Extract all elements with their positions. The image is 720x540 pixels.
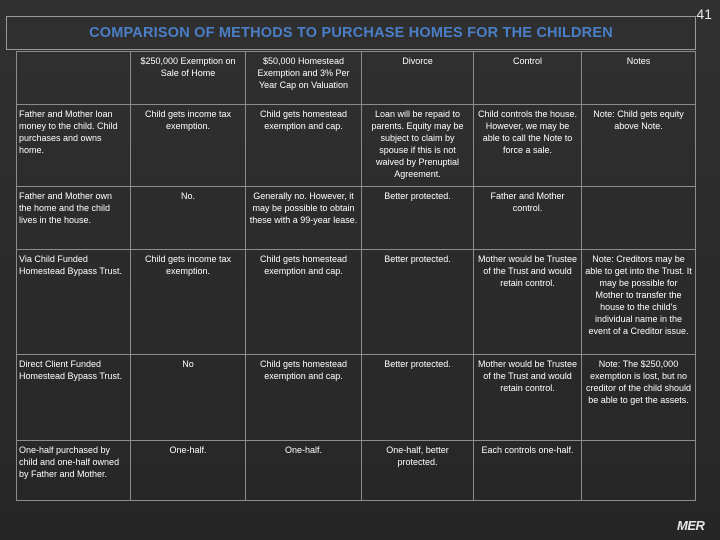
table-cell: One-half. bbox=[246, 441, 362, 501]
table-cell: Child gets homestead exemption and cap. bbox=[246, 355, 362, 441]
table-cell: Child gets income tax exemption. bbox=[131, 250, 246, 355]
table-cell: Mother would be Trustee of the Trust and would retain control. bbox=[474, 250, 582, 355]
table-row bbox=[17, 355, 696, 441]
table-cell: No. bbox=[131, 187, 246, 250]
table-cell: Loan will be repaid to parents. Equity may be subject to claim by spouse if this is not waived by Prenuptial Agreement. bbox=[362, 105, 474, 187]
table-row bbox=[17, 441, 696, 501]
header-cell-notes: Notes bbox=[582, 52, 696, 105]
header-cell-blank bbox=[17, 52, 131, 105]
table-cell: Child gets homestead exemption and cap. bbox=[246, 250, 362, 355]
header-cell-divorce: Divorce bbox=[362, 52, 474, 105]
table-cell: Mother would be Trustee of the Trust and would retain control. bbox=[474, 355, 582, 441]
table-cell: Note: Creditors may be able to get into the Trust. It may be possible for Mother to transfer the house to the child's individual name in the event of a Creditor issue. bbox=[582, 250, 696, 355]
table-cell: Child gets homestead exemption and cap. bbox=[246, 105, 362, 187]
header-cell-control: Control bbox=[474, 52, 582, 105]
logo-text: MER bbox=[677, 518, 705, 533]
table-cell: One-half, better protected. bbox=[362, 441, 474, 501]
table-cell: Note: Child gets equity above Note. bbox=[582, 105, 696, 187]
table-cell bbox=[582, 441, 696, 501]
table-cell bbox=[582, 187, 696, 250]
table-cell: Note: The $250,000 exemption is lost, but no creditor of the child should be able to get the assets. bbox=[582, 355, 696, 441]
table-row bbox=[17, 105, 696, 187]
row-label: Father and Mother own the home and the child lives in the house. bbox=[17, 187, 131, 250]
row-label: One-half purchased by child and one-half owned by Father and Mother. bbox=[17, 441, 131, 501]
row-label: Father and Mother loan money to the child. Child purchases and owns home. bbox=[17, 105, 131, 187]
table-cell: Better protected. bbox=[362, 187, 474, 250]
table-row bbox=[17, 250, 696, 355]
table-cell: Father and Mother control. bbox=[474, 187, 582, 250]
row-label: Via Child Funded Homestead Bypass Trust. bbox=[17, 250, 131, 355]
row-label: Direct Client Funded Homestead Bypass Trust. bbox=[17, 355, 131, 441]
comparison-table bbox=[16, 51, 696, 501]
table-row bbox=[17, 187, 696, 250]
table-cell: Better protected. bbox=[362, 250, 474, 355]
title-box bbox=[6, 16, 696, 50]
slide-number: 41 bbox=[696, 6, 712, 22]
slide-title: COMPARISON OF METHODS TO PURCHASE HOMES FOR THE CHILDREN bbox=[89, 25, 613, 41]
table-header-row bbox=[17, 52, 696, 105]
table-cell: Generally no. However, it may be possible to obtain these with a 99-year lease. bbox=[246, 187, 362, 250]
table-cell: One-half. bbox=[131, 441, 246, 501]
header-cell-exemption: $250,000 Exemption on Sale of Home bbox=[131, 52, 246, 105]
table-cell: No bbox=[131, 355, 246, 441]
header-cell-homestead: $50,000 Homestead Exemption and 3% Per Year Cap on Valuation bbox=[246, 52, 362, 105]
mer-logo bbox=[677, 517, 711, 531]
table-cell: Child controls the house. However, we may be able to call the Note to force a sale. bbox=[474, 105, 582, 187]
table-cell: Better protected. bbox=[362, 355, 474, 441]
table-cell: Child gets income tax exemption. bbox=[131, 105, 246, 187]
table-cell: Each controls one-half. bbox=[474, 441, 582, 501]
